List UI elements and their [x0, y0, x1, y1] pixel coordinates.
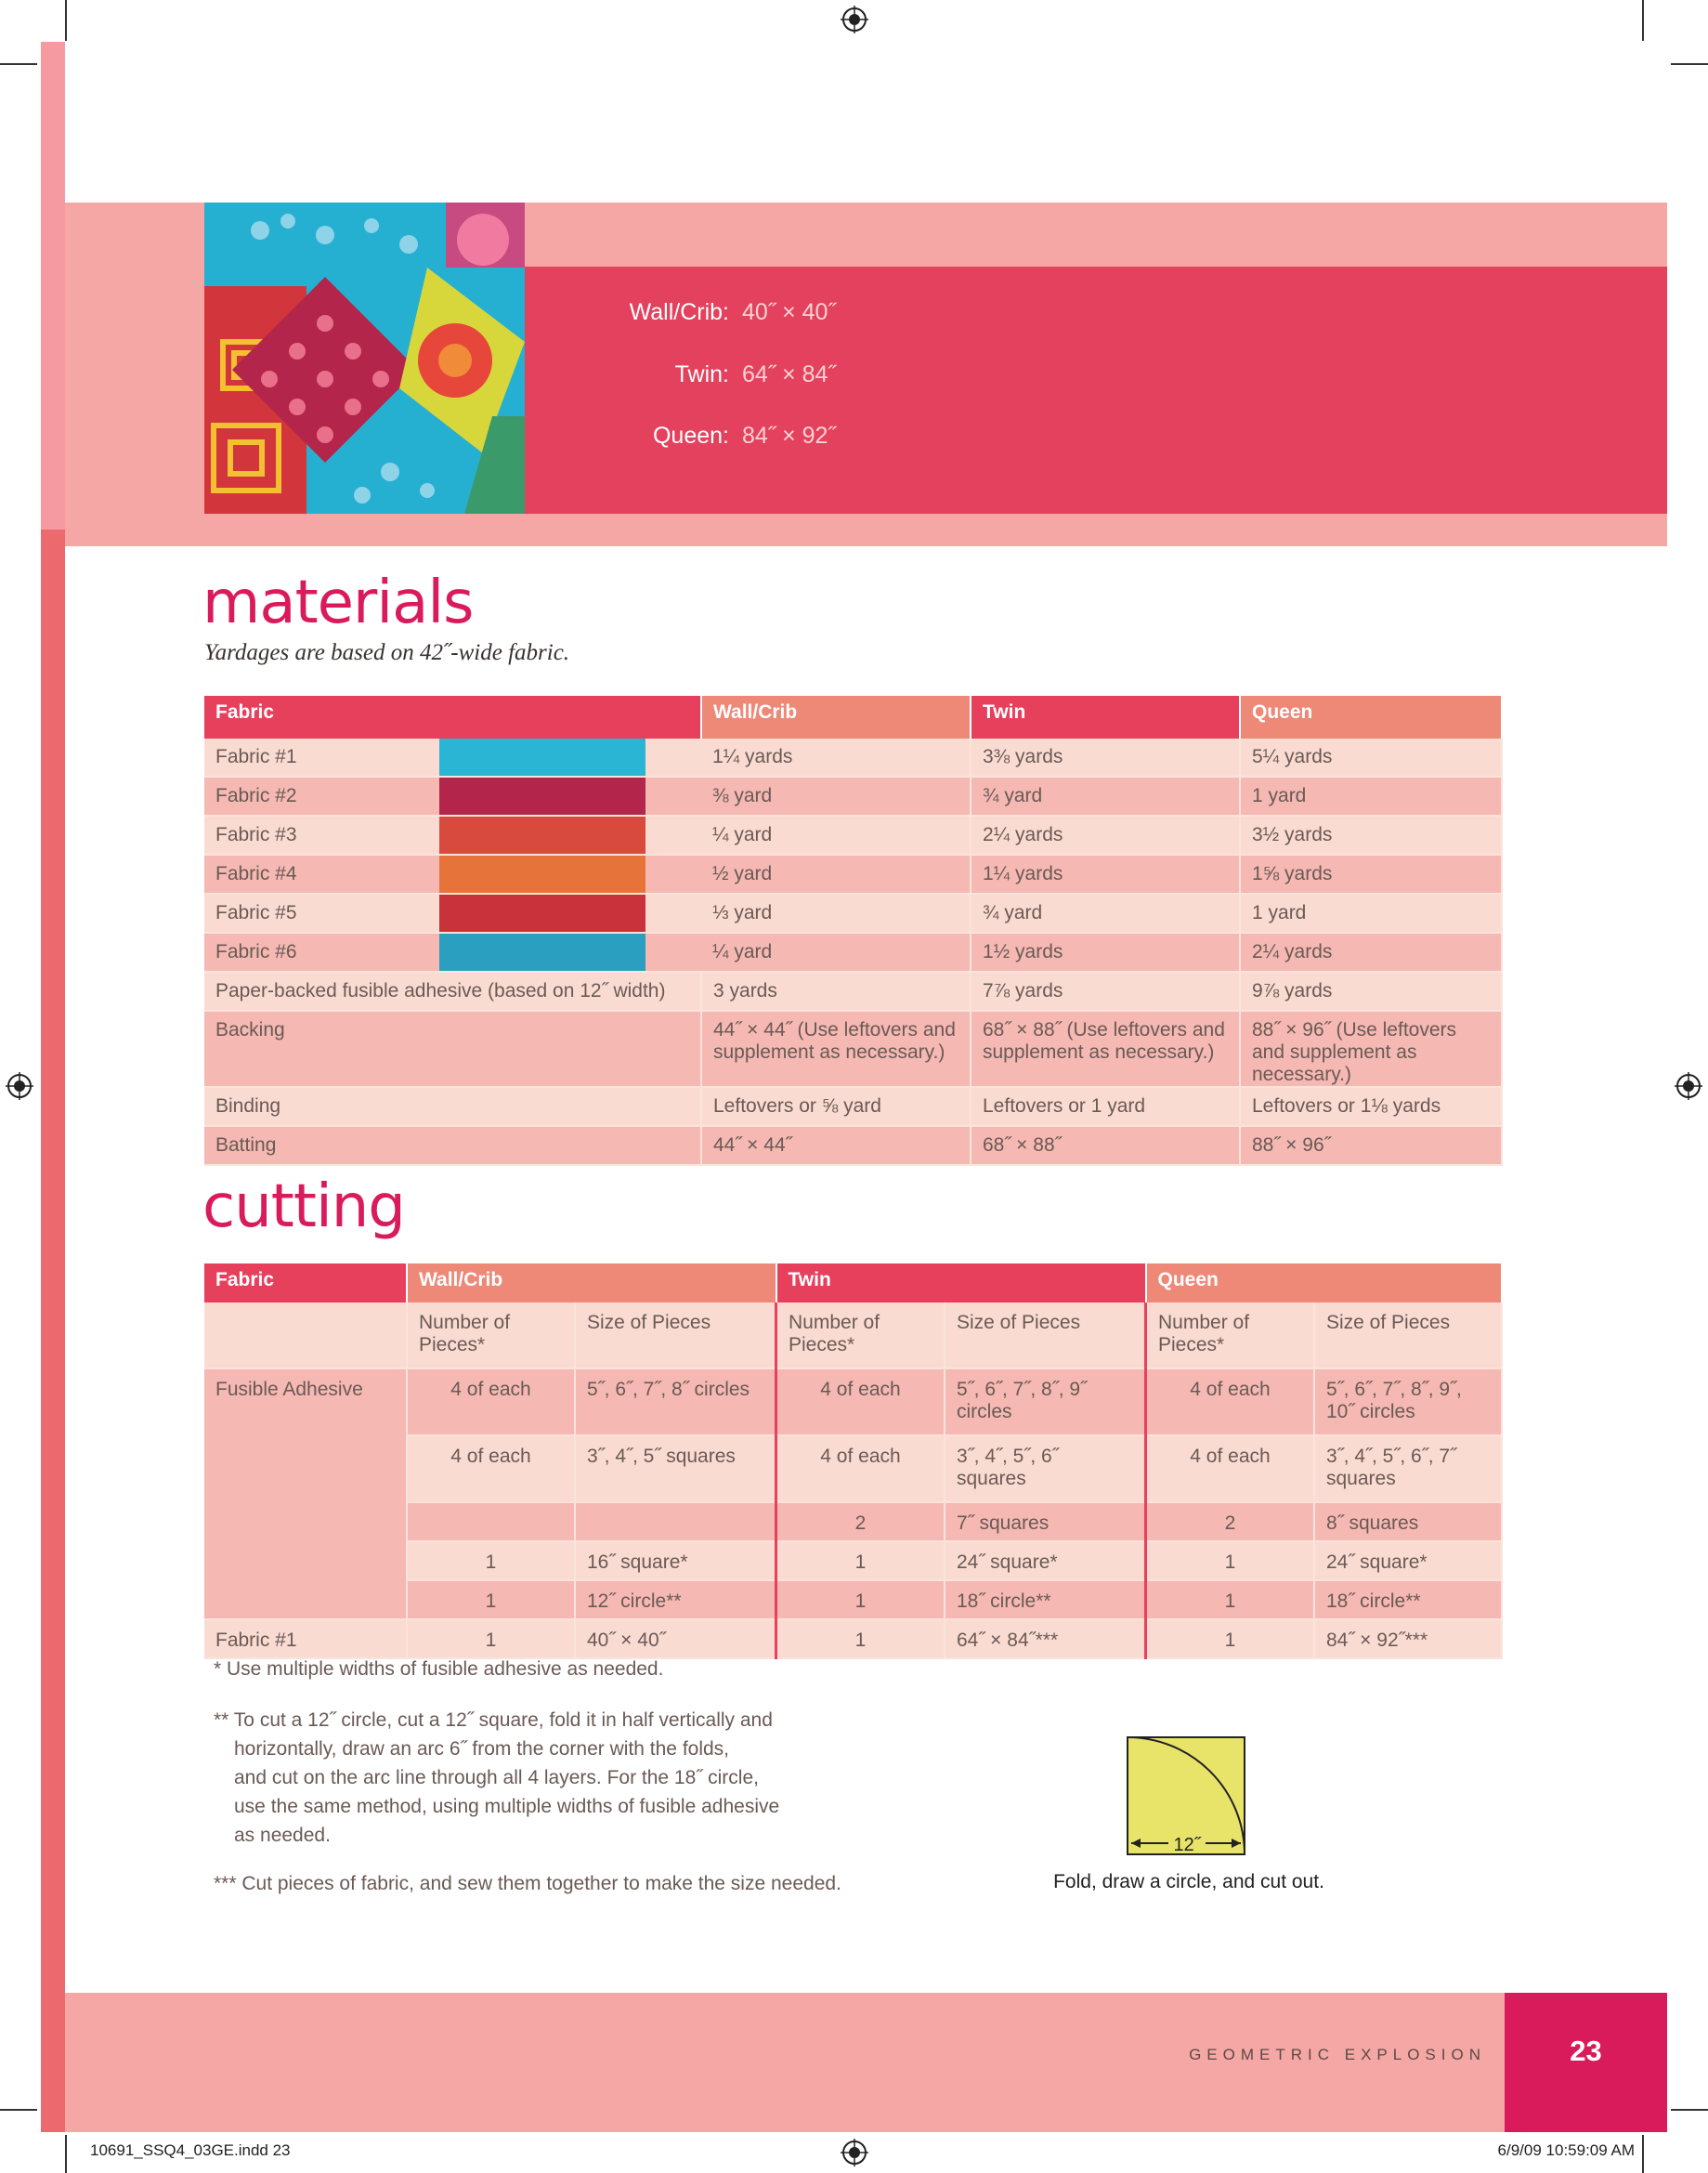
cutting-heading: cutting: [202, 1172, 405, 1241]
table-cell: ⅜ yard: [701, 777, 971, 816]
fabric-name: Fabric #6: [204, 933, 439, 972]
fabric-name: Fabric #5: [204, 894, 439, 933]
table-cell: 4 of each: [776, 1435, 945, 1502]
fabric-name: Batting: [204, 1126, 701, 1165]
table-cell: 5˝, 6˝, 7˝, 8˝ circles: [575, 1368, 776, 1435]
size-label: Queen:: [652, 423, 729, 449]
table-cell: 5˝, 6˝, 7˝, 8˝, 9˝ circles: [945, 1368, 1146, 1435]
table-cell: [204, 1302, 407, 1368]
table-cell: ¾ yard: [971, 894, 1240, 933]
fabric-swatch: [439, 739, 701, 777]
table-cell: 3½ yards: [1240, 816, 1502, 855]
size-value: 40˝ × 40˝: [742, 299, 836, 325]
table-cell: [575, 1502, 776, 1541]
table-cell: 24˝ square*: [1314, 1541, 1502, 1580]
table-row: [204, 1368, 1502, 1435]
col-queen: Queen: [1240, 696, 1502, 739]
table-cell: 1: [776, 1619, 945, 1658]
table-cell: 9⅞ yards: [1240, 972, 1502, 1011]
table-cell: 1¼ yards: [701, 739, 971, 777]
table-cell: 1¼ yards: [971, 855, 1240, 894]
table-row: [204, 739, 1502, 777]
registration-mark-icon: [6, 1072, 33, 1100]
table-cell: 4 of each: [1146, 1368, 1315, 1435]
table-row: [204, 1126, 1502, 1165]
materials-subtitle: Yardages are based on 42˝-wide fabric.: [204, 640, 570, 665]
fabric-swatch: [439, 855, 701, 894]
running-title: GEOMETRIC EXPLOSION: [1189, 2046, 1486, 2063]
table-cell: 1: [1146, 1541, 1315, 1580]
table-cell: 40˝ × 40˝: [575, 1619, 776, 1658]
fabric-name: Fabric #4: [204, 855, 439, 894]
materials-heading: materials: [202, 569, 474, 637]
table-cell: 4 of each: [407, 1368, 575, 1435]
registration-mark-icon: [841, 6, 868, 33]
crop-mark: [0, 2109, 37, 2111]
sub-header-row: [204, 1302, 1502, 1368]
table-cell: 1: [407, 1580, 575, 1619]
table-cell: 3˝, 4˝, 5˝ squares: [575, 1435, 776, 1502]
table-header-row: [204, 1263, 1502, 1302]
table-cell: 2: [1146, 1502, 1315, 1541]
crop-mark: [1671, 63, 1708, 65]
table-row: [204, 1087, 1502, 1126]
fabric-name: Fabric #2: [204, 777, 439, 816]
table-cell: 3⅜ yards: [971, 739, 1240, 777]
table-cell: ¼ yard: [701, 816, 971, 855]
table-cell: Leftovers or ⅝ yard: [701, 1087, 971, 1126]
note-line: use the same method, using multiple widths of fusible adhesive: [234, 1796, 780, 1817]
sub-header-size: Size of Pieces: [945, 1302, 1146, 1368]
crop-mark: [1642, 0, 1644, 41]
table-row: [204, 1011, 1502, 1087]
size-value: 84˝ × 92˝: [742, 423, 836, 449]
col-wall-crib: Wall/Crib: [407, 1263, 776, 1302]
table-cell: 5¼ yards: [1240, 739, 1502, 777]
quilt-photo: [204, 203, 525, 514]
table-header-row: [204, 696, 1502, 739]
sub-header-number: Number of Pieces*: [1146, 1302, 1315, 1368]
fabric-name: Paper-backed fusible adhesive (based on 12˝ width): [204, 972, 701, 1011]
table-cell: ¼ yard: [701, 933, 971, 972]
sub-header-size: Size of Pieces: [1314, 1302, 1502, 1368]
table-cell: 24˝ square*: [945, 1541, 1146, 1580]
note-fusible: * Use multiple widths of fusible adhesive as needed.: [214, 1658, 664, 1680]
table-cell: ½ yard: [701, 855, 971, 894]
table-cell: 1 yard: [1240, 894, 1502, 933]
cutting-table: [204, 1263, 1503, 1659]
sub-header-number: Number of Pieces*: [776, 1302, 945, 1368]
size-twin: [576, 361, 947, 388]
table-cell: 18˝ circle**: [1314, 1580, 1502, 1619]
table-cell: Fabric #1: [204, 1619, 407, 1658]
table-cell: 1½ yards: [971, 933, 1240, 972]
table-cell: 44˝ × 44˝ (Use leftovers and supplement as necessary.): [701, 1011, 971, 1087]
sub-header-size: Size of Pieces: [575, 1302, 776, 1368]
diagram-caption: Fold, draw a circle, and cut out.: [1053, 1871, 1324, 1892]
size-label: Wall/Crib:: [629, 299, 729, 325]
table-cell: Leftovers or 1 yard: [971, 1087, 1240, 1126]
table-cell: ¾ yard: [971, 777, 1240, 816]
table-row: [204, 1619, 1502, 1658]
fabric-swatch: [439, 894, 701, 933]
table-cell: 2¼ yards: [1240, 933, 1502, 972]
table-cell: 1 yard: [1240, 777, 1502, 816]
col-fabric: Fabric: [204, 696, 701, 739]
slug-timestamp: 6/9/09 10:59:09 AM: [1497, 2141, 1635, 2159]
crop-mark: [65, 2135, 67, 2173]
crop-mark: [65, 0, 67, 41]
table-row: [204, 855, 1502, 894]
size-value: 64˝ × 84˝: [742, 361, 836, 387]
table-cell: 1: [776, 1541, 945, 1580]
fold-circle-diagram: [1126, 1735, 1248, 1858]
note-circle: [214, 1706, 779, 1850]
fabric-swatch: [439, 777, 701, 816]
table-cell: 3˝, 4˝, 5˝, 6˝, 7˝ squares: [1314, 1435, 1502, 1502]
table-cell: 4 of each: [407, 1435, 575, 1502]
crop-mark: [1671, 2109, 1708, 2111]
col-wall-crib: Wall/Crib: [701, 696, 971, 739]
table-cell: 2¼ yards: [971, 816, 1240, 855]
registration-mark-icon: [1675, 1072, 1702, 1100]
fabric-swatch: [439, 933, 701, 972]
table-cell: 1: [1146, 1619, 1315, 1658]
table-cell: 4 of each: [776, 1368, 945, 1435]
table-cell: 12˝ circle**: [575, 1580, 776, 1619]
table-cell: 7˝ squares: [945, 1502, 1146, 1541]
fabric-name: Binding: [204, 1087, 701, 1126]
table-cell: 16˝ square*: [575, 1541, 776, 1580]
registration-mark-icon: [841, 2139, 868, 2166]
fabric-name: Fabric #1: [204, 739, 439, 777]
col-twin: Twin: [776, 1263, 1146, 1302]
table-row: [204, 933, 1502, 972]
table-cell: 1: [776, 1580, 945, 1619]
table-cell: Leftovers or 1⅛ yards: [1240, 1087, 1502, 1126]
table-cell: 88˝ × 96˝: [1240, 1126, 1502, 1165]
table-cell: 44˝ × 44˝: [701, 1126, 971, 1165]
materials-table: [204, 696, 1503, 1166]
sub-header-number: Number of Pieces*: [407, 1302, 575, 1368]
crop-mark: [0, 63, 37, 65]
table-cell: 8˝ squares: [1314, 1502, 1502, 1541]
note-line: and cut on the arc line through all 4 layers. For the 18˝ circle,: [234, 1767, 759, 1788]
table-row: [204, 816, 1502, 855]
left-strip: [41, 42, 65, 530]
table-cell: 3 yards: [701, 972, 971, 1011]
table-cell: 2: [776, 1502, 945, 1541]
left-strip: [41, 530, 65, 2132]
table-cell: 68˝ × 88˝: [971, 1126, 1240, 1165]
table-row: [204, 777, 1502, 816]
note-line: ** To cut a 12˝ circle, cut a 12˝ square, fold it in half vertically and: [214, 1709, 773, 1731]
fusible-adhesive-label: Fusible Adhesive: [204, 1368, 407, 1619]
note-line: horizontally, draw an arc 6˝ from the corner with the folds,: [234, 1738, 730, 1760]
table-cell: 4 of each: [1146, 1435, 1315, 1502]
fabric-name: Backing: [204, 1011, 701, 1087]
size-wall-crib: [576, 299, 947, 326]
table-cell: 84˝ × 92˝***: [1314, 1619, 1502, 1658]
col-queen: Queen: [1146, 1263, 1503, 1302]
table-cell: 64˝ × 84˝***: [945, 1619, 1146, 1658]
table-cell: 1: [407, 1541, 575, 1580]
col-fabric: Fabric: [204, 1263, 407, 1302]
size-label: Twin:: [674, 361, 729, 387]
table-cell: 1: [407, 1619, 575, 1658]
table-cell: 7⅞ yards: [971, 972, 1240, 1011]
table-cell: 1: [1146, 1580, 1315, 1619]
table-cell: ⅓ yard: [701, 894, 971, 933]
table-cell: 1⅝ yards: [1240, 855, 1502, 894]
table-cell: 68˝ × 88˝ (Use leftovers and supplement as necessary.): [971, 1011, 1240, 1087]
fabric-swatch: [439, 816, 701, 855]
col-twin: Twin: [971, 696, 1240, 739]
table-row: [204, 894, 1502, 933]
page-number: 23: [1570, 2035, 1602, 2067]
note-line: as needed.: [234, 1825, 331, 1846]
size-queen: [576, 423, 947, 450]
note-sew: *** Cut pieces of fabric, and sew them together to make the size needed.: [214, 1873, 841, 1894]
fabric-name: Fabric #3: [204, 816, 439, 855]
table-cell: 88˝ × 96˝ (Use leftovers and supplement as necessary.): [1240, 1011, 1502, 1087]
crop-mark: [1642, 2135, 1644, 2173]
table-cell: 5˝, 6˝, 7˝, 8˝, 9˝, 10˝ circles: [1314, 1368, 1502, 1435]
table-row: [204, 972, 1502, 1011]
table-cell: 3˝, 4˝, 5˝, 6˝ squares: [945, 1435, 1146, 1502]
table-cell: [407, 1502, 575, 1541]
diagram-label: 12˝: [1173, 1835, 1201, 1855]
slug-file: 10691_SSQ4_03GE.indd 23: [90, 2141, 291, 2159]
table-cell: 18˝ circle**: [945, 1580, 1146, 1619]
